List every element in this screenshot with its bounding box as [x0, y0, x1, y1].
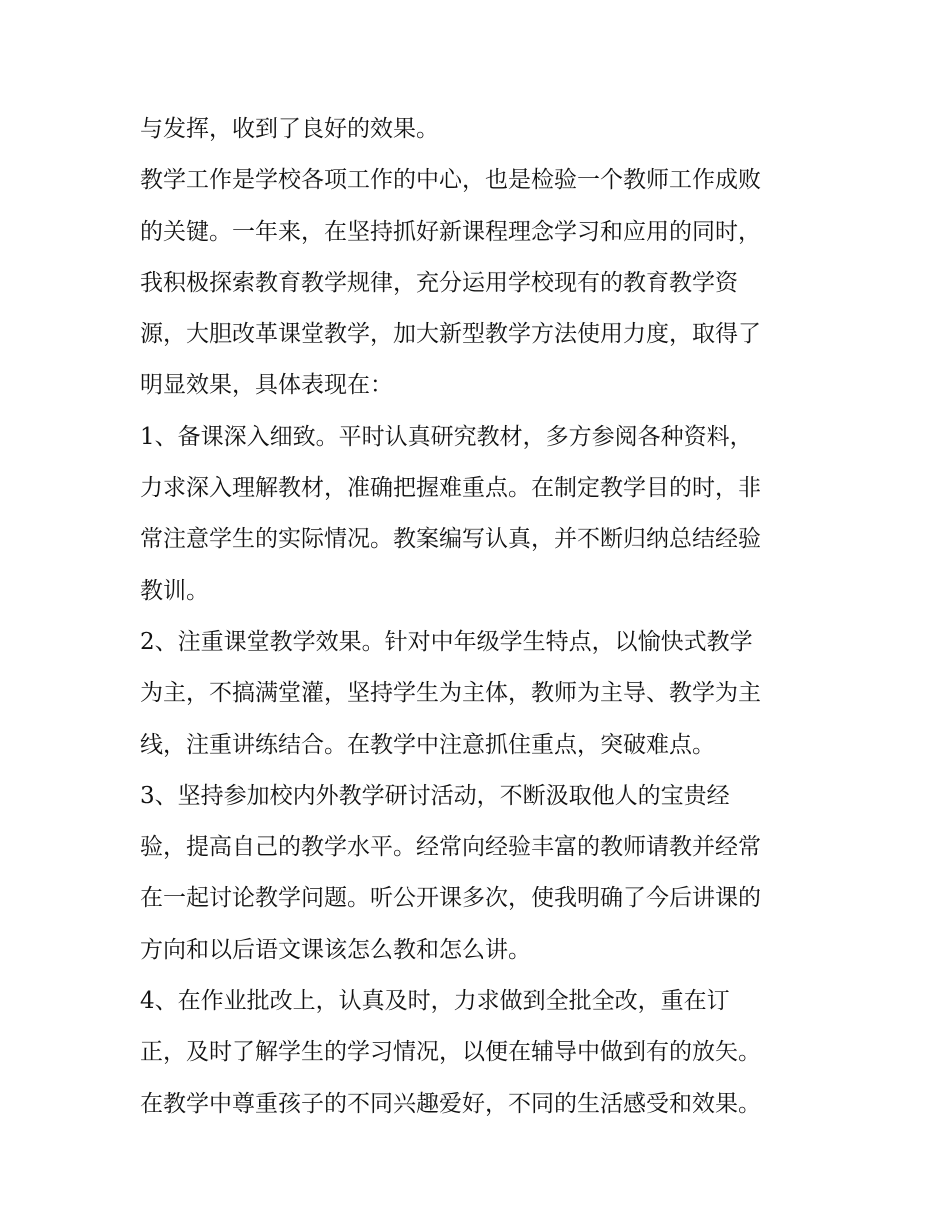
body-text	[140, 104, 820, 1130]
text-line: 验，提高自己的教学水平。经常向经验丰富的教师请教并经常	[140, 834, 761, 861]
text-line: 源，大胆改革课堂教学，加大新型教学方法使用力度，取得了	[140, 321, 761, 348]
text-line: 在一起讨论教学问题。听公开课多次，使我明确了今后讲课的	[140, 885, 761, 912]
text-line: 的关键。一年来，在坚持抓好新课程理念学习和应用的同时，	[140, 218, 761, 245]
text-line: 常注意学生的实际情况。教案编写认真，并不断归纳总结经验	[140, 526, 761, 553]
text-line: 教训。	[140, 577, 209, 604]
text-line: 线，注重讲练结合。在教学中注意抓住重点，突破难点。	[140, 731, 715, 758]
text-line: 方向和以后语文课该怎么教和怎么讲。	[140, 936, 531, 963]
text-line: 明显效果，具体表现在：	[140, 372, 393, 399]
text-line: 为主，不搞满堂灌，坚持学生为主体，教师为主导、教学为主	[140, 680, 761, 707]
text-line: 2、注重课堂教学效果。针对中年级学生特点，以愉快式教学	[140, 628, 753, 655]
text-line: 教学工作是学校各项工作的中心，也是检验一个教师工作成败	[140, 167, 761, 194]
text-line: 1、备课深入细致。平时认真研究教材，多方参阅各种资料，	[140, 423, 753, 450]
text-line: 4、在作业批改上，认真及时，力求做到全批全改，重在订	[140, 988, 730, 1015]
text-line: 在教学中尊重孩子的不同兴趣爱好，不同的生活感受和效果。	[140, 1090, 761, 1117]
text-line: 我积极探索教育教学规律，充分运用学校现有的教育教学资	[140, 269, 738, 296]
text-line: 正，及时了解学生的学习情况，以便在辅导中做到有的放矢。	[140, 1039, 761, 1066]
text-line: 与发挥，收到了良好的效果。	[140, 116, 439, 142]
text-line: 3、坚持参加校内外教学研讨活动，不断汲取他人的宝贵经	[140, 782, 730, 809]
text-line: 力求深入理解教材，准确把握难重点。在制定教学目的时，非	[140, 475, 761, 502]
